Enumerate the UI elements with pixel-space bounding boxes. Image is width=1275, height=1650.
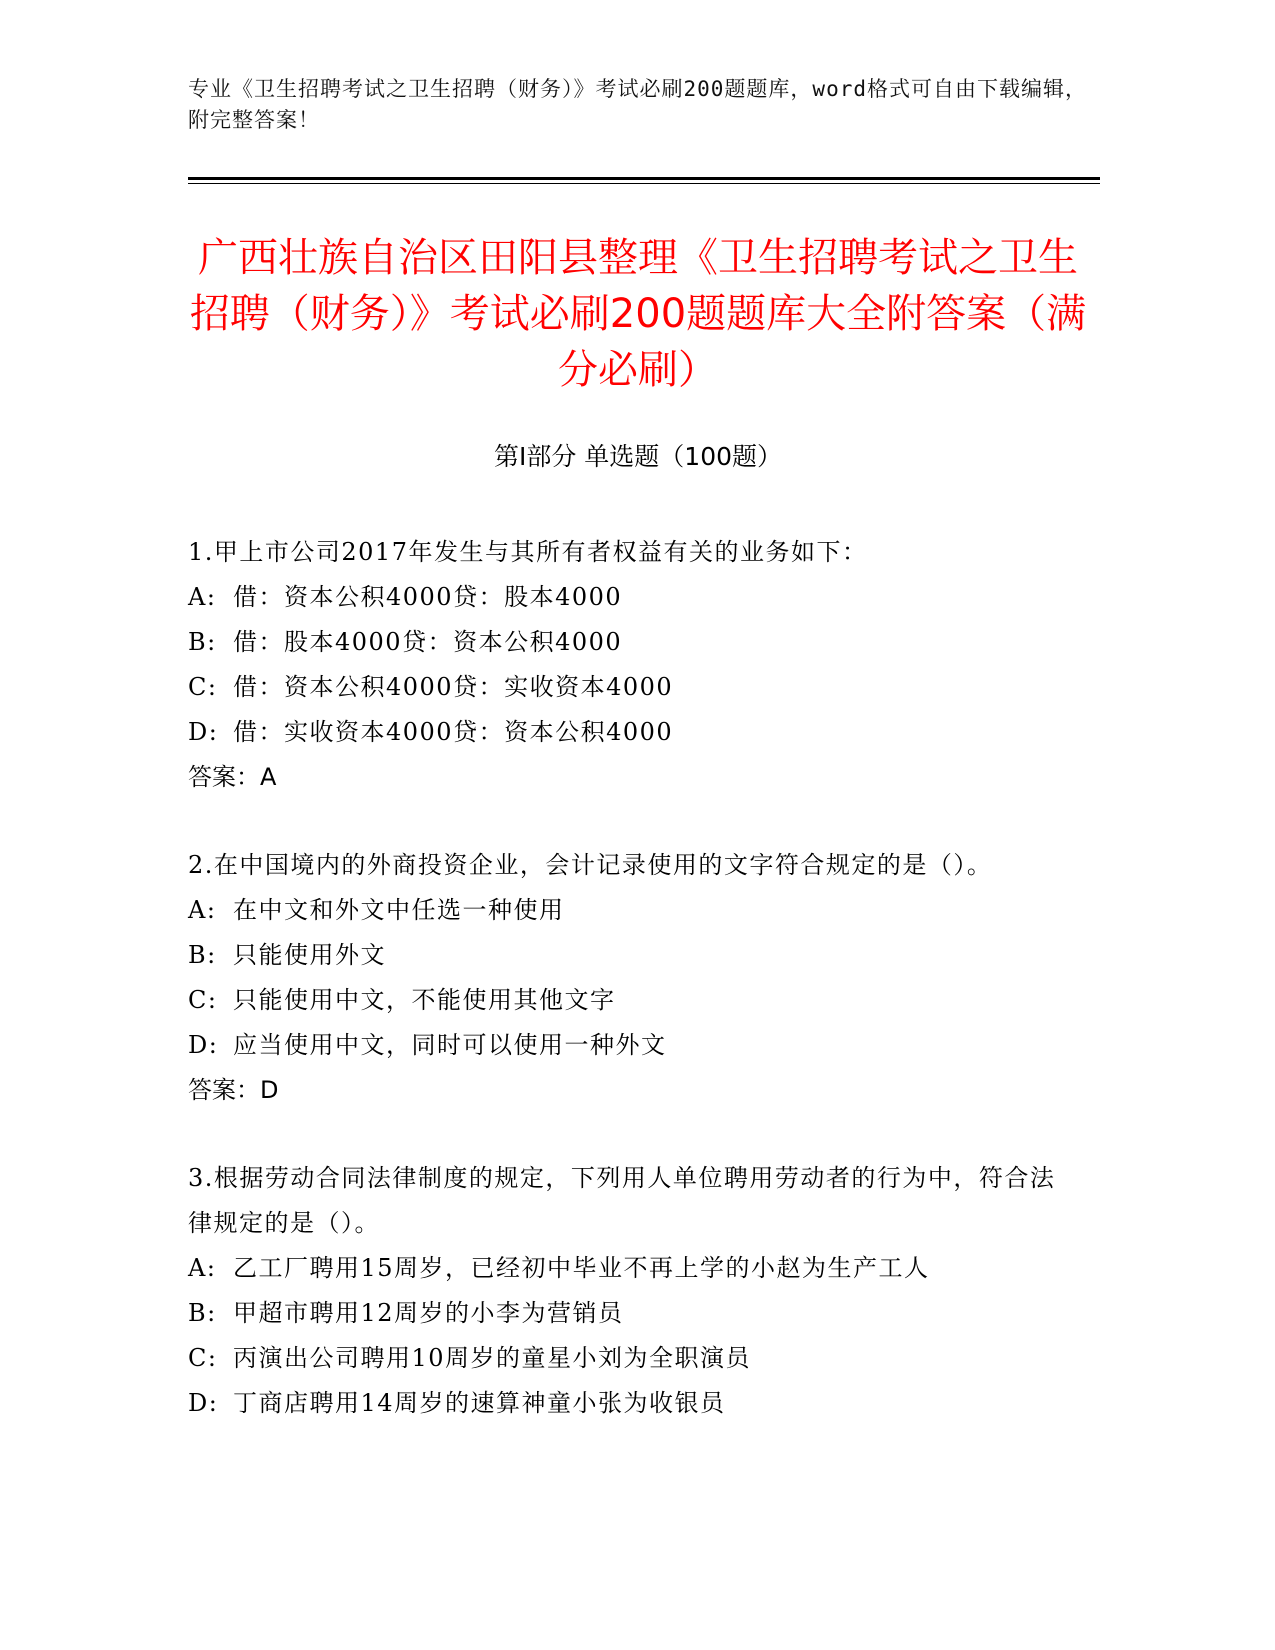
option-text: 甲超市聘用12周岁的小李为营销员 xyxy=(233,1299,624,1327)
option-text: 借：股本4000贷：资本公积4000 xyxy=(233,628,623,656)
option-letter: D: xyxy=(188,1389,219,1417)
option-d xyxy=(188,710,1068,755)
option-letter: D: xyxy=(188,718,219,746)
question-list xyxy=(188,530,1068,1469)
option-b xyxy=(188,933,1068,978)
question-2 xyxy=(188,843,1068,1113)
option-letter: B: xyxy=(188,941,217,969)
question-1 xyxy=(188,530,1068,800)
section-title: 第Ⅰ部分 单选题（100题） xyxy=(493,442,783,471)
option-text: 丙演出公司聘用10周岁的童星小刘为全职演员 xyxy=(233,1344,752,1372)
option-text: 乙工厂聘用15周岁，已经初中毕业不再上学的小赵为生产工人 xyxy=(233,1254,930,1282)
option-a xyxy=(188,888,1068,933)
option-letter: A: xyxy=(188,583,217,611)
option-c xyxy=(188,665,1068,710)
document-title: 广西壮族自治区田阳县整理《卫生招聘考试之卫生招聘（财务）》考试必刷200题题库大全附答案（满分必刷） xyxy=(189,235,1087,393)
option-b xyxy=(188,620,1068,665)
option-a xyxy=(188,575,1068,620)
option-text: 借：资本公积4000贷：股本4000 xyxy=(233,583,623,611)
option-letter: A: xyxy=(188,1254,217,1282)
question-3 xyxy=(188,1156,1068,1426)
option-text: 丁商店聘用14周岁的速算神童小张为收银员 xyxy=(233,1389,726,1417)
option-text: 应当使用中文，同时可以使用一种外文 xyxy=(233,1031,667,1059)
option-letter: D: xyxy=(188,1031,219,1059)
option-c xyxy=(188,1336,1068,1381)
question-stem: 3.根据劳动合同法律制度的规定，下列用人单位聘用劳动者的行为中，符合法律规定的是（）。 xyxy=(188,1164,1056,1237)
question-stem: 2.在中国境内的外商投资企业，会计记录使用的文字符合规定的是（）。 xyxy=(188,851,993,879)
answer-line: 答案：A xyxy=(188,763,277,791)
option-letter: B: xyxy=(188,628,217,656)
option-d xyxy=(188,1381,1068,1426)
option-text: 借：实收资本4000贷：资本公积4000 xyxy=(233,718,674,746)
option-text: 借：资本公积4000贷：实收资本4000 xyxy=(233,673,674,701)
answer-line: 答案：D xyxy=(188,1076,279,1104)
option-text: 只能使用中文，不能使用其他文字 xyxy=(233,986,616,1014)
option-c xyxy=(188,978,1068,1023)
option-text: 在中文和外文中任选一种使用 xyxy=(233,896,565,924)
option-letter: C: xyxy=(188,1344,218,1372)
option-letter: A: xyxy=(188,896,217,924)
option-text: 只能使用外文 xyxy=(233,941,386,969)
option-b xyxy=(188,1291,1068,1336)
intro-text: 专业《卫生招聘考试之卫生招聘（财务）》考试必刷200题题库，word格式可自由下载编辑，附完整答案！ xyxy=(188,77,1087,132)
header-rule-thick xyxy=(188,177,1100,180)
question-stem: 1.甲上市公司2017年发生与其所有者权益有关的业务如下： xyxy=(188,538,868,566)
option-a xyxy=(188,1246,1068,1291)
option-letter: C: xyxy=(188,986,218,1014)
option-letter: C: xyxy=(188,673,218,701)
header-rule-thin xyxy=(188,183,1100,184)
option-d xyxy=(188,1023,1068,1068)
option-letter: B: xyxy=(188,1299,217,1327)
